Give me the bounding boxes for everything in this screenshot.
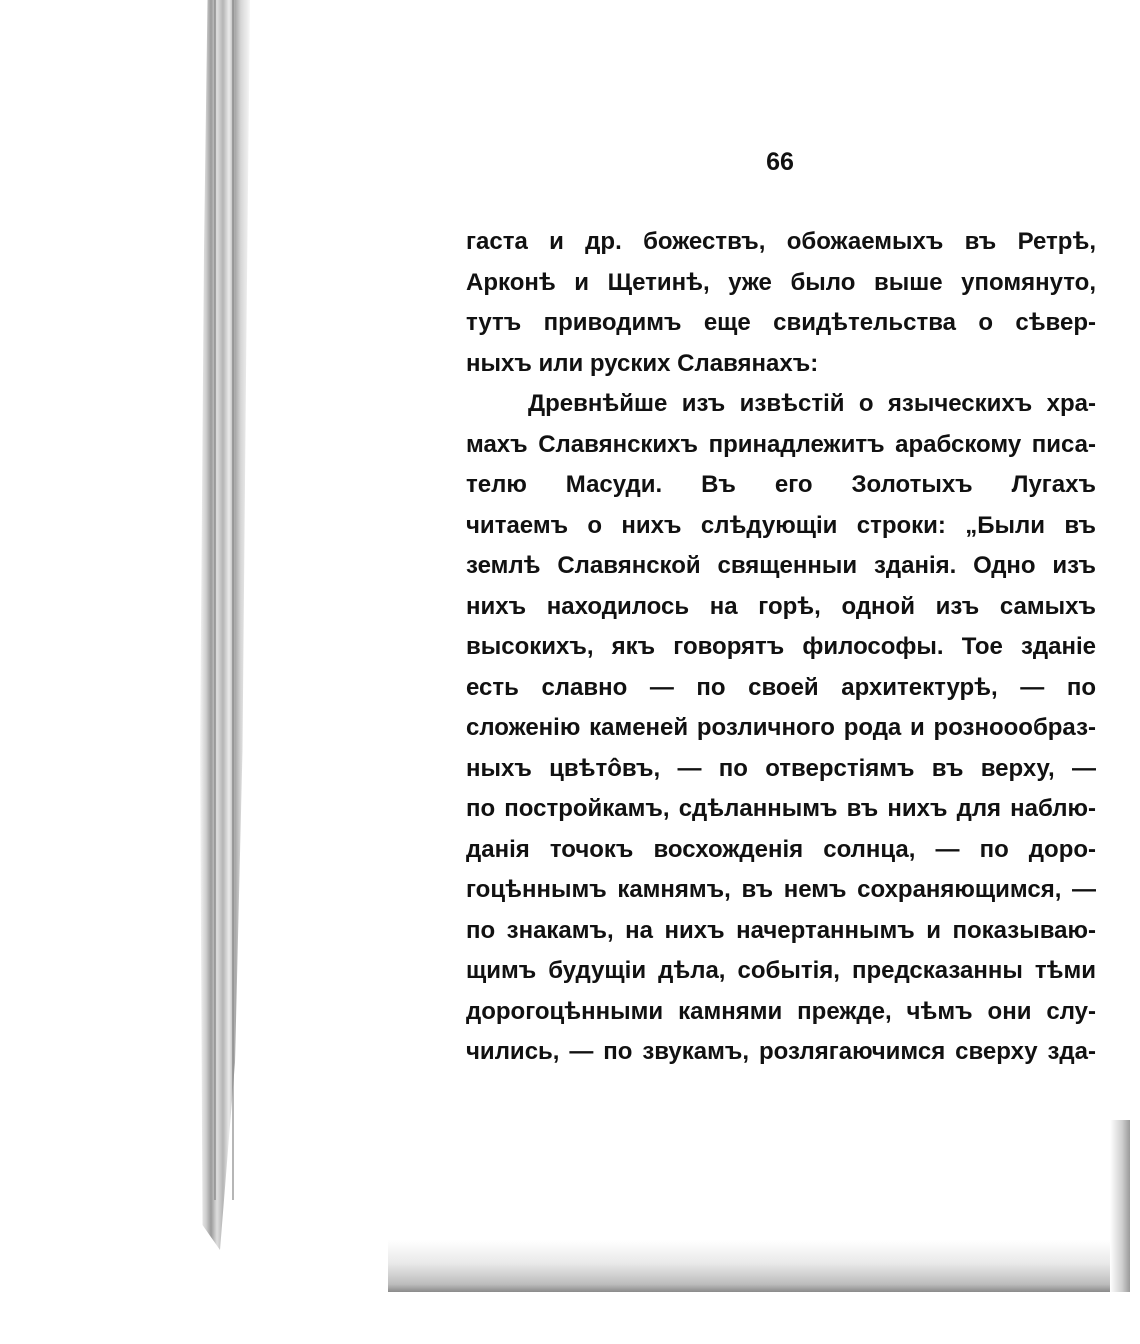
- paragraph-first-line: Древнѣйше изъ извѣстій о языческихъ хра-: [528, 390, 1096, 417]
- text-line: по постройкамъ, сдѣланнымъ въ нихъ для наблю-: [466, 795, 1096, 822]
- text-line: телю Масуди. Въ его Золотыхъ Лугахъ: [466, 471, 1096, 498]
- text-line: ныхъ цвѣтôвъ, — по отверстіямъ въ верху, —: [466, 754, 1096, 782]
- text-line: высокихъ, якъ говорятъ философы. Тое зданіе: [466, 633, 1096, 660]
- text-line: гаста и др. божествъ, обожаемыхъ въ Ретрѣ,: [466, 228, 1096, 255]
- text-line: дорогоцѣнными камнями прежде, чѣмъ они слу-: [466, 997, 1096, 1025]
- text-line: землѣ Славянской священныи зданія. Одно изъ: [466, 552, 1096, 579]
- text-line: нихъ находилось на горѣ, одной изъ самыхъ: [466, 592, 1096, 620]
- text-line: сложенію каменей розличного рода и розноообраз-: [466, 714, 1096, 741]
- text-line: чились, — по звукамъ, розлягаючимся сверху зда-: [466, 1038, 1096, 1065]
- body-text: [466, 222, 1096, 1073]
- text-line: по знакамъ, на нихъ начертаннымъ и показываю-: [466, 916, 1096, 944]
- text-line: щимъ будущіи дѣла, событія, предсказанны тѣми: [466, 957, 1096, 984]
- spine-crease: [232, 0, 234, 1200]
- text-line: тутъ приводимъ еще свидѣтельства о сѣвер-: [466, 309, 1096, 336]
- text-line: данія точокъ восхожденія солнца, — по доро-: [466, 835, 1096, 863]
- page-right-edge: [1110, 1120, 1130, 1292]
- text-line: гоцѣннымъ камнямъ, въ немъ сохраняющимся, —: [466, 876, 1096, 903]
- text-line: есть славно — по своей архитектурѣ, — по: [466, 673, 1096, 701]
- text-line: махъ Славянскихъ принадлежитъ арабскому писа-: [466, 430, 1096, 458]
- page-number: 66: [766, 148, 794, 176]
- book-spine: [200, 0, 250, 1250]
- text-line: читаемъ о нихъ слѣдующіи строки: „Были въ: [466, 511, 1096, 539]
- text-line: ныхъ или руских Славянахъ:: [466, 349, 819, 377]
- page-bottom-edge: [388, 1240, 1128, 1292]
- spine-crease: [214, 0, 216, 1200]
- text-line: Арконѣ и Щетинѣ, уже было выше упомянуто,: [466, 268, 1096, 296]
